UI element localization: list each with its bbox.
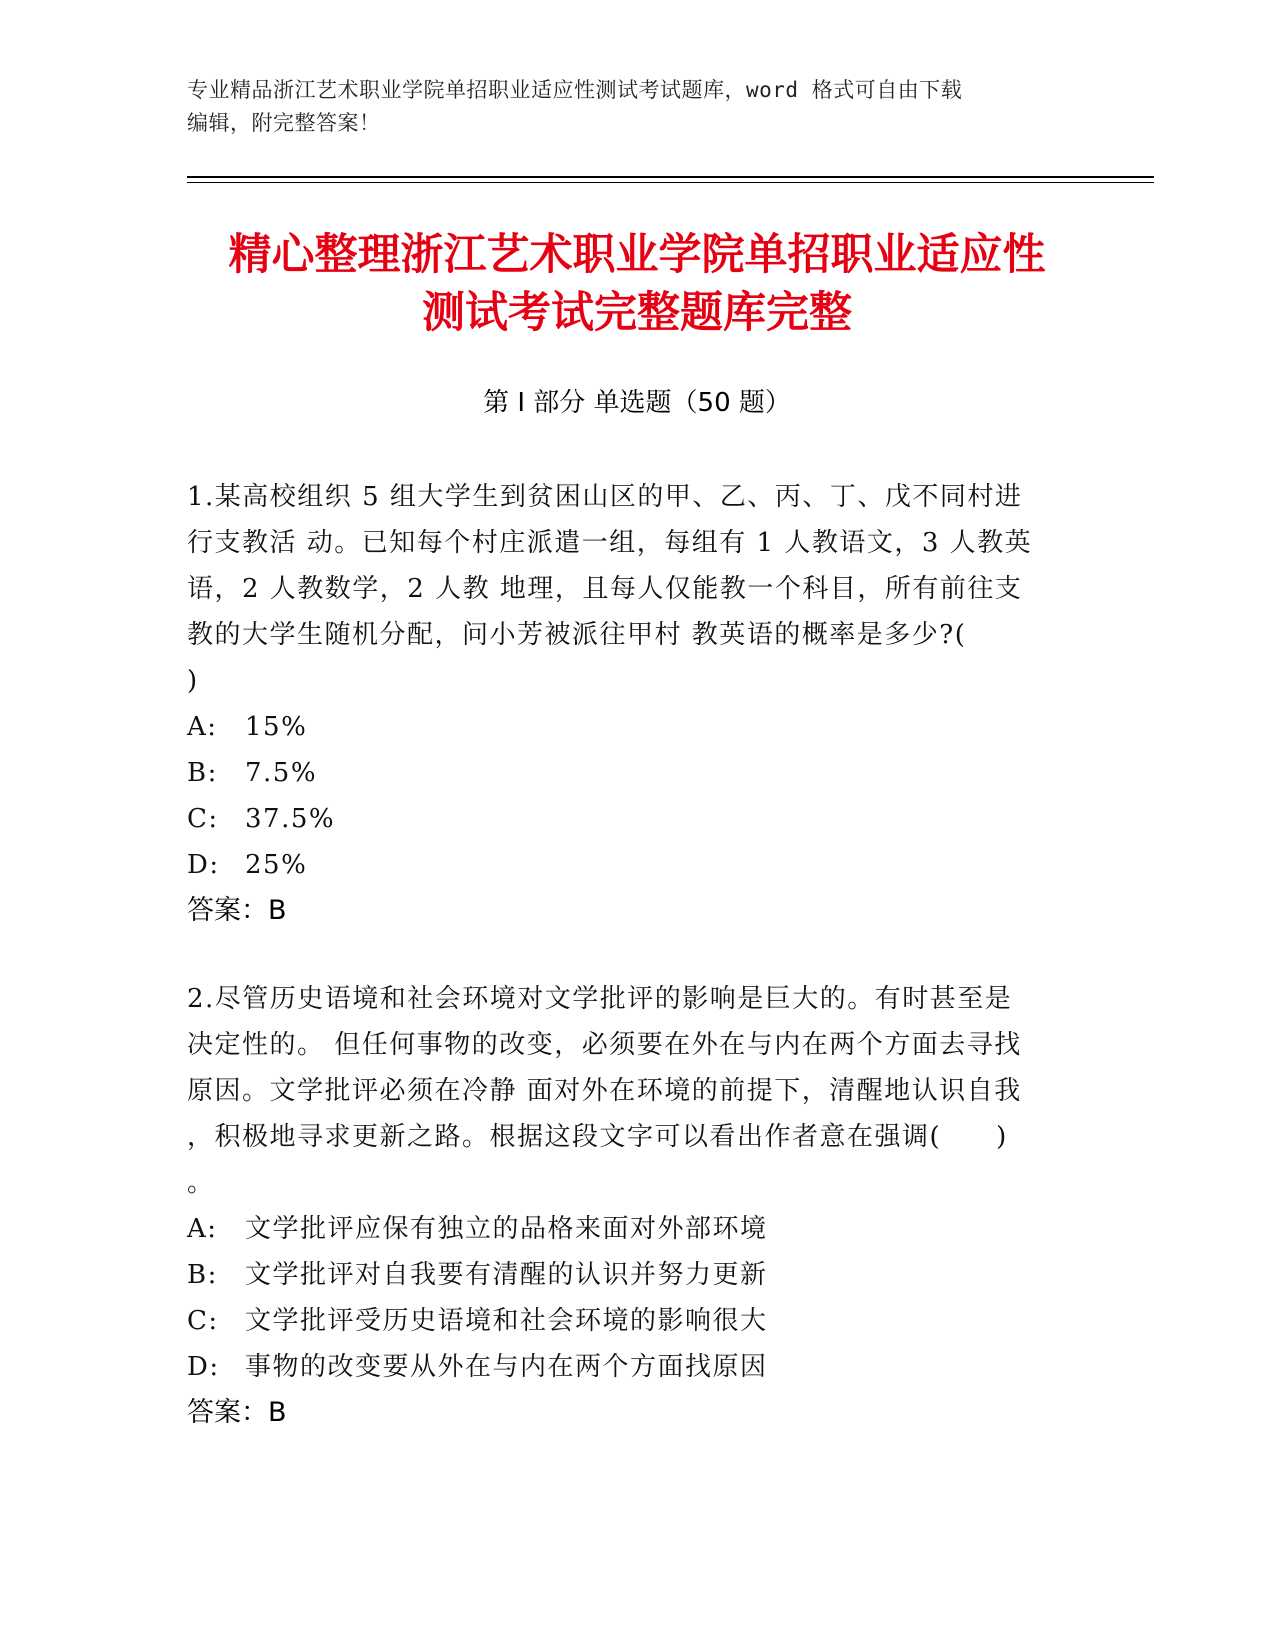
option-key: B: — [187, 1260, 218, 1290]
question-item — [187, 474, 1087, 934]
question-item — [187, 976, 1087, 1436]
option-b — [187, 750, 1087, 796]
question-stem-line: 语，2 人教数学，2 人教 地理，且每人仅能教一个科目，所有前往支 — [187, 574, 1023, 604]
document-title — [187, 226, 1087, 342]
option-text: 事物的改变要从外在与内在两个方面找原因 — [245, 1352, 768, 1382]
option-key: A: — [187, 712, 218, 742]
option-key: B: — [187, 758, 218, 788]
document-title-line: 测试考试完整题库完整 — [422, 288, 852, 338]
option-text: 25% — [245, 850, 308, 880]
option-text: 15% — [245, 712, 308, 742]
question-stem-line: ，积极地寻求更新之路。根据这段文字可以看出作者意在强调( ) — [187, 1122, 1008, 1152]
option-b — [187, 1252, 1087, 1298]
option-key: D: — [187, 850, 220, 880]
option-c — [187, 1298, 1087, 1344]
option-text: 37.5% — [245, 804, 336, 834]
header-divider-thick — [187, 176, 1154, 178]
question-stem-line: 2.尽管历史语境和社会环境对文学批评的影响是巨大的。有时甚至是 — [187, 984, 1013, 1014]
question-stem-line: 行支教活 动。已知每个村庄派遣一组，每组有 1 人教语文，3 人教英 — [187, 528, 1033, 558]
header-note-line: 专业精品浙江艺术职业学院单招职业适应性测试考试题库，word 格式可自由下载 — [187, 78, 963, 102]
option-a — [187, 1206, 1087, 1252]
option-d — [187, 1344, 1087, 1390]
question-stem-line: 1.某高校组织 5 组大学生到贫困山区的甲、乙、丙、丁、戊不同村进 — [187, 482, 1023, 512]
document-title-line: 精心整理浙江艺术职业学院单招职业适应性 — [228, 230, 1046, 280]
header-divider-thin — [187, 182, 1154, 183]
question-stem-line: 。 — [187, 1168, 215, 1198]
header-note — [187, 74, 1087, 140]
option-c — [187, 796, 1087, 842]
question-stem — [187, 474, 1087, 704]
question-stem — [187, 976, 1087, 1206]
option-key: D: — [187, 1352, 220, 1382]
option-key: A: — [187, 1214, 218, 1244]
option-text: 7.5% — [245, 758, 318, 788]
question-stem-line: ) — [187, 666, 199, 696]
option-a — [187, 704, 1087, 750]
option-text: 文学批评受历史语境和社会环境的影响很大 — [245, 1306, 768, 1336]
question-stem-line: 教的大学生随机分配，问小芳被派往甲村 教英语的概率是多少?( — [187, 620, 967, 650]
option-text: 文学批评应保有独立的品格来面对外部环境 — [245, 1214, 768, 1244]
option-key: C: — [187, 1306, 219, 1336]
question-stem-line: 原因。文学批评必须在冷静 面对外在环境的前提下，清醒地认识自我 — [187, 1076, 1022, 1106]
question-stem-line: 决定性的。 但任何事物的改变，必须要在外在与内在两个方面去寻找 — [187, 1030, 1022, 1060]
option-text: 文学批评对自我要有清醒的认识并努力更新 — [245, 1260, 768, 1290]
section-heading: 第 I 部分 单选题（50 题） — [483, 388, 791, 418]
option-d — [187, 842, 1087, 888]
header-note-line: 编辑，附完整答案！ — [187, 111, 381, 135]
option-key: C: — [187, 804, 219, 834]
answer-label: 答案：B — [187, 895, 287, 926]
answer-label: 答案：B — [187, 1397, 287, 1428]
